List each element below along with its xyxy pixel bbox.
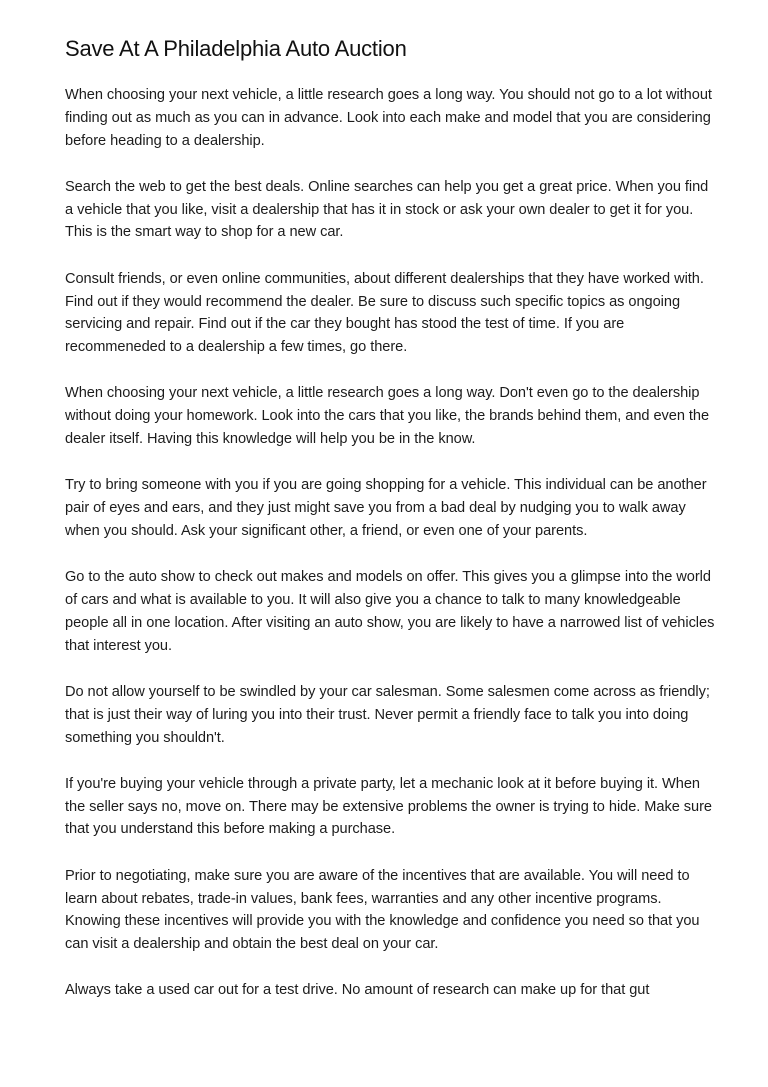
document-body xyxy=(65,34,715,1026)
paragraph: Always take a used car out for a test drive. No amount of research can make up for that gut xyxy=(65,982,650,999)
document-title: Save At A Philadelphia Auto Auction xyxy=(65,36,407,61)
paragraph: If you're buying your vehicle through a private party, let a mechanic look at it before buying it. When the seller says no, move on. There may be extensive problems the owner is trying to hide. Make sure that you understand this before making a purchase. xyxy=(65,775,712,838)
paragraph: Do not allow yourself to be swindled by your car salesman. Some salesmen come across as friendly; that is just their way of luring you into their trust. Never permit a friendly face to talk you into doing something you shouldn't. xyxy=(65,683,710,746)
paragraph: Consult friends, or even online communities, about different dealerships that they have worked with. Find out if they would recommend the dealer. Be sure to discuss such specific topics as ongoing servicing and repair. Find out if the car they bought has stood the test of time. If you are recommeneded to a dealership a few times, go there. xyxy=(65,270,704,356)
paragraph: Try to bring someone with you if you are going shopping for a vehicle. This individual can be another pair of eyes and ears, and they just might save you from a bad deal by nudging you to walk away when you should. Ask your significant other, a friend, or even one of your parents. xyxy=(65,477,707,539)
paragraph: Go to the auto show to check out makes and models on offer. This gives you a glimpse into the world of cars and what is available to you. It will also give you a chance to talk to many knowledgeable people all in one location. After visiting an auto show, you are likely to have a narrowed list of vehicles that interest you. xyxy=(65,569,715,654)
paragraph: Prior to negotiating, make sure you are aware of the incentives that are available. You will need to learn about rebates, trade-in values, bank fees, warranties and any other incentive programs. Knowing these incentives will provide you with the knowledge and confidence you need so that you can visit a dealership and obtain the best deal on your car. xyxy=(65,867,700,953)
paragraph: Search the web to get the best deals. Online searches can help you get a great price. When you find a vehicle that you like, visit a dealership that has it in stock or ask your own dealer to get it for you. This is the smart way to shop for a new car. xyxy=(65,178,709,241)
paragraph: When choosing your next vehicle, a little research goes a long way. Don't even go to the dealership without doing your homework. Look into the cars that you like, the brands behind them, and even the dealer itself. Having this knowledge will help you be in the know. xyxy=(65,385,710,448)
paragraph: When choosing your next vehicle, a little research goes a long way. You should not go to a lot without finding out as much as you can in advance. Look into each make and model that you are considering before heading to a dealership. xyxy=(65,87,712,149)
